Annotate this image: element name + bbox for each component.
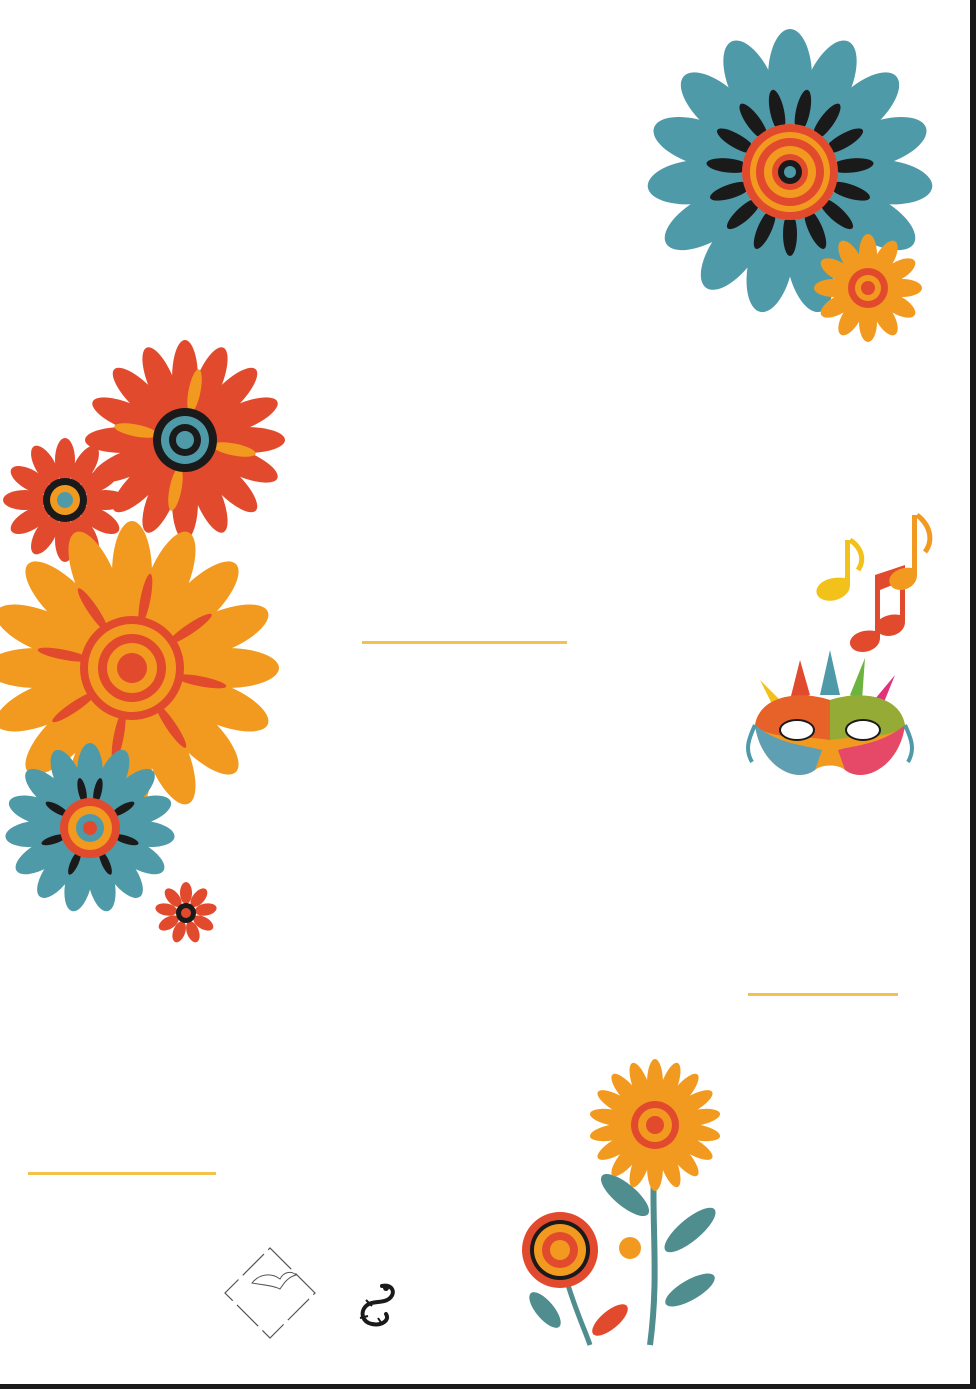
red-flower-left-small [3, 438, 127, 562]
lizard-icon [352, 1280, 402, 1330]
red-flower-tiny [154, 882, 217, 944]
music-notes [816, 515, 929, 652]
divider-right [748, 993, 898, 996]
red-flower-left-upper [85, 340, 285, 540]
village-logo [222, 1245, 318, 1341]
divider-top [362, 641, 567, 644]
red-flower-bottom [522, 1212, 598, 1288]
carnival-mask-illustration [748, 650, 912, 775]
divider-left [28, 1172, 216, 1175]
foyer-rural-logo [352, 1280, 522, 1330]
village-logo-diamond-icon [222, 1245, 318, 1341]
orange-flower-bottom-right [589, 1059, 722, 1191]
